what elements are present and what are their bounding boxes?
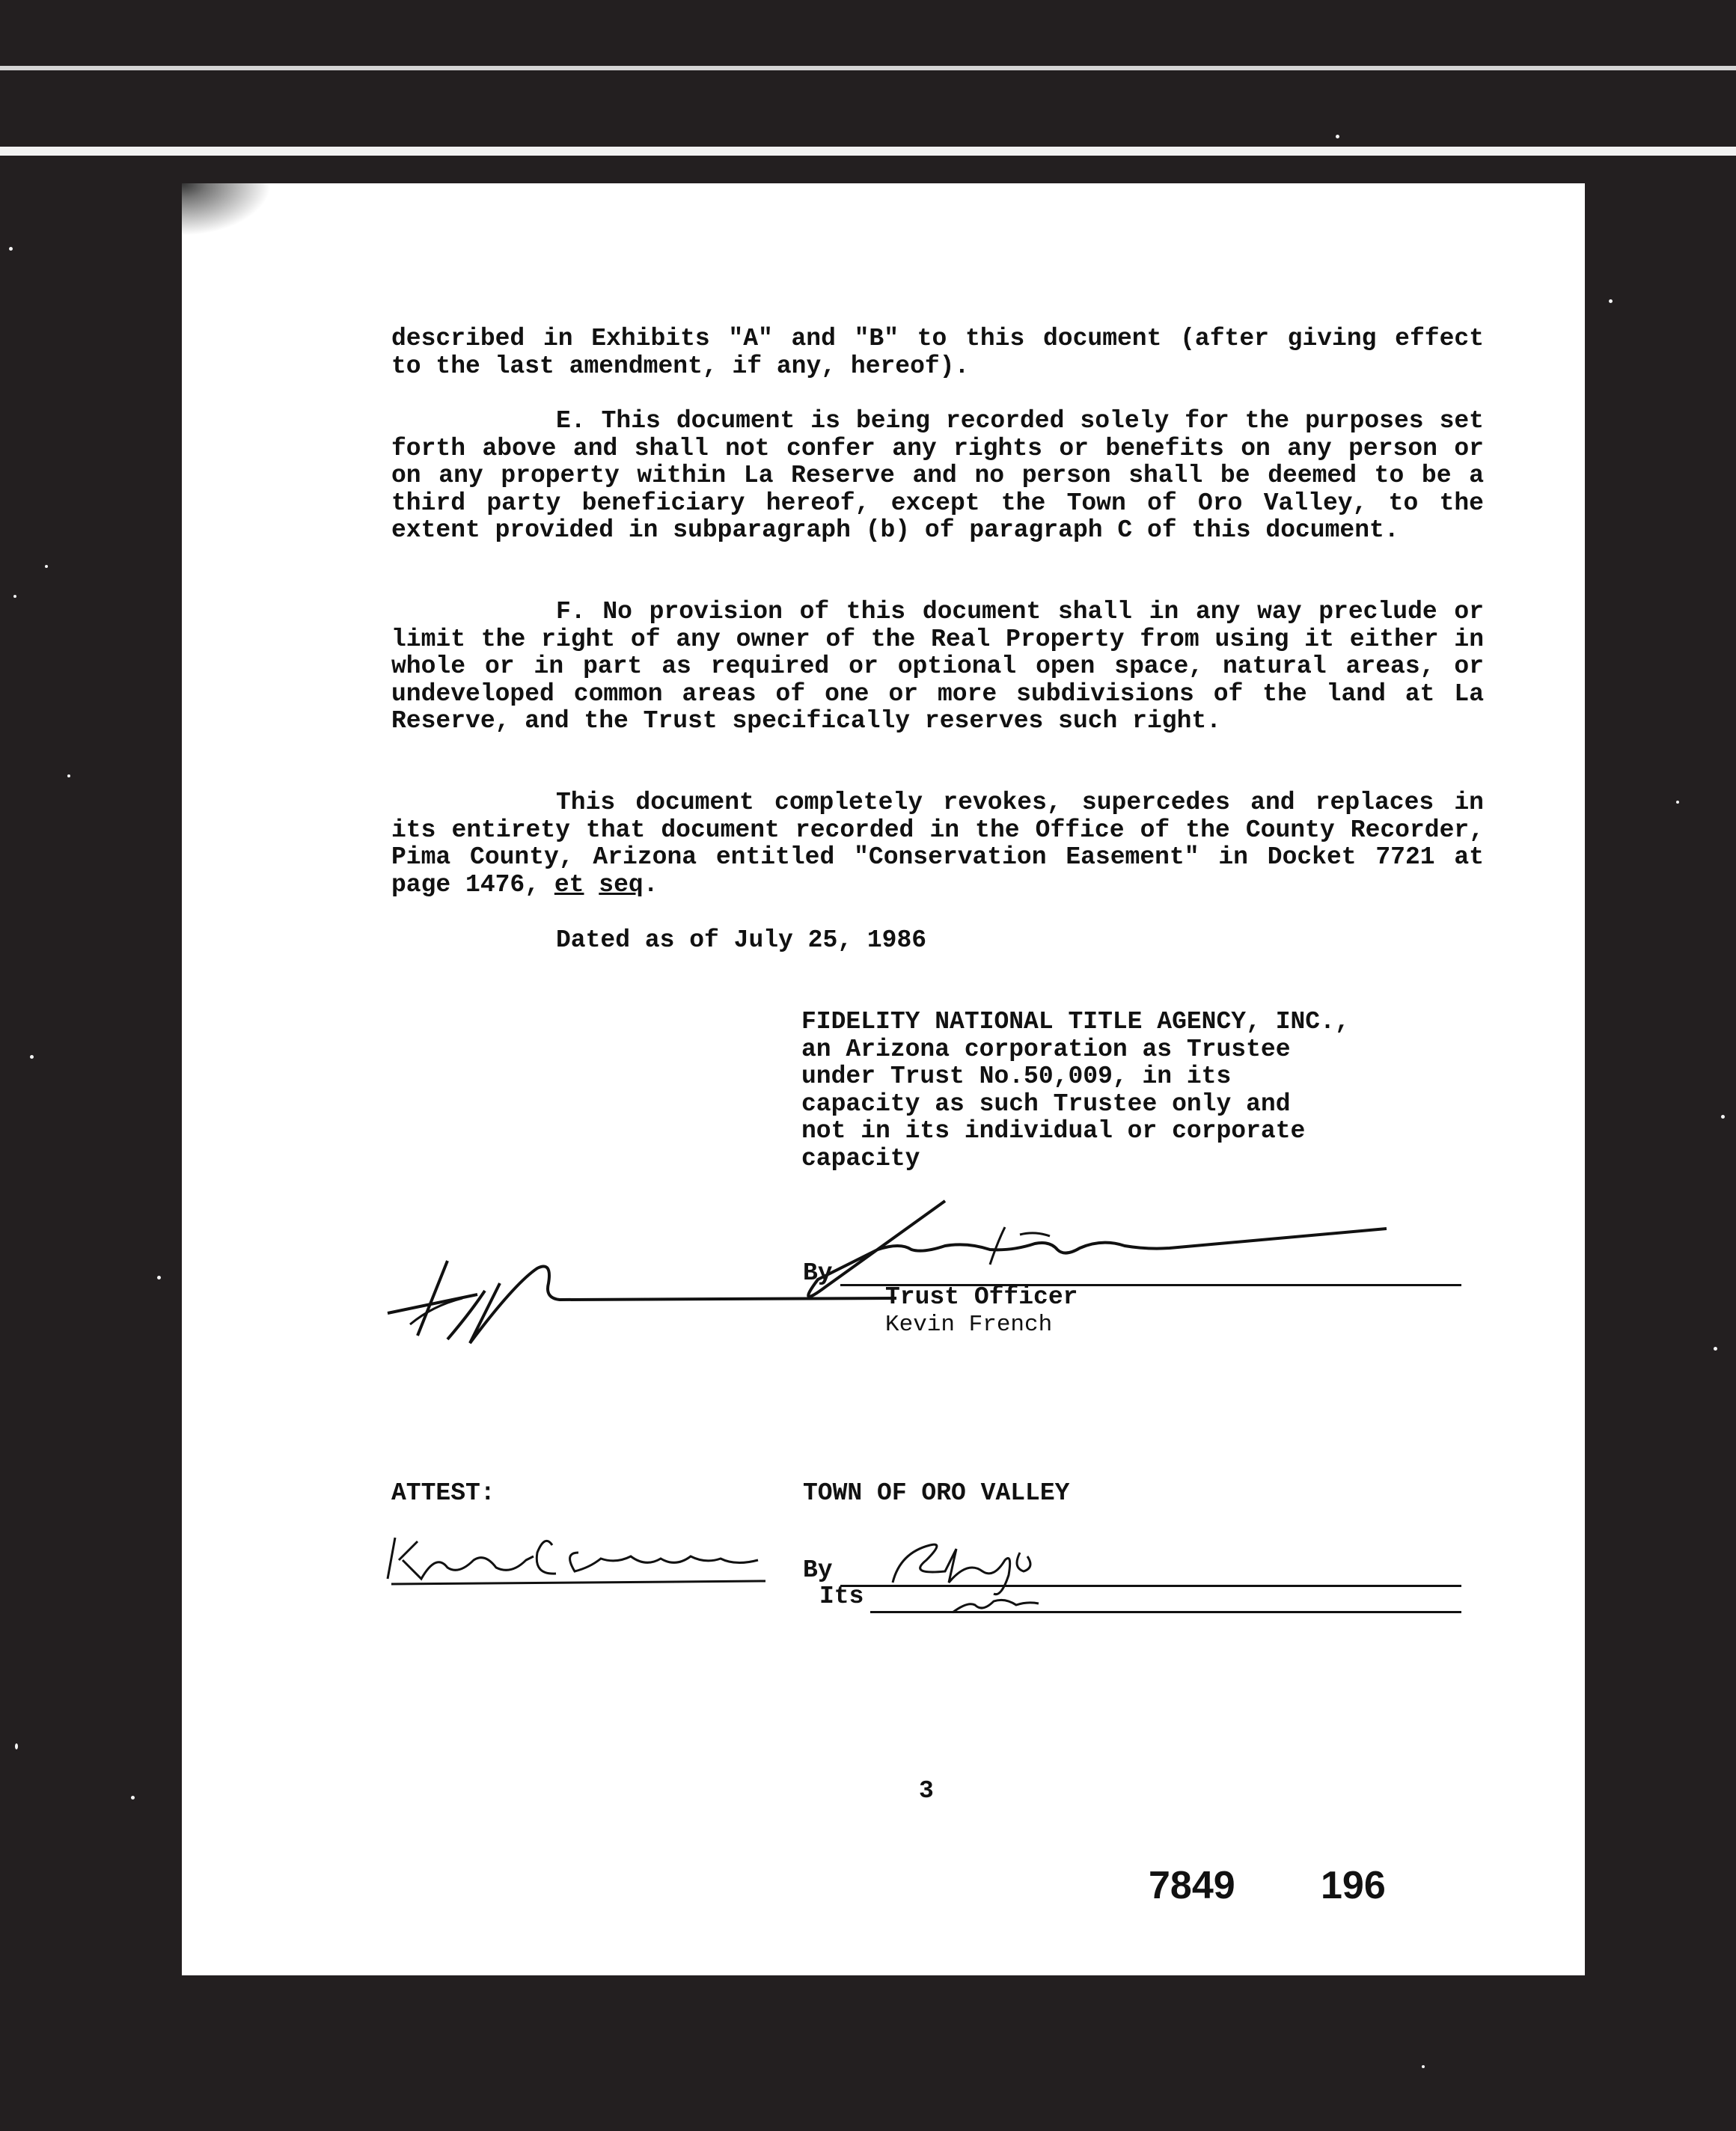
mayor-signature [855, 1530, 1095, 1620]
attest-label: ATTEST: [391, 1479, 495, 1507]
scan-speck [1676, 801, 1679, 804]
trustee-line: capacity as such Trustee only and [801, 1089, 1291, 1118]
paragraph-revocation [391, 789, 1484, 899]
revocation-seq: seq [599, 870, 644, 899]
scan-speck [1721, 1115, 1725, 1119]
page-number: 3 [919, 1777, 934, 1805]
attest-signature [384, 1523, 773, 1590]
revocation-et: et [554, 870, 584, 899]
scan-speck [67, 774, 70, 777]
trustee-line: an Arizona corporation as Trustee [801, 1035, 1291, 1063]
document-page [182, 183, 1585, 1975]
scan-speck [30, 1055, 34, 1059]
paragraph-f: F. No provision of this document shall in any way preclude or limit the right of any owner of the Real Property from using it either in whole or in part as required or optional open space, natural areas, or undeveloped common areas of one or more subdivisions of the land at La Reserve, and the Trust specifically reserves such right. [391, 598, 1484, 735]
paragraph-intro: described in Exhibits "A" and "B" to this document (after giving effect to the last amendment, if any, hereof). [391, 325, 1484, 380]
scan-border-line [0, 66, 1736, 70]
docket-page: 196 [1321, 1864, 1386, 1907]
by-label-town: By [803, 1556, 833, 1584]
scan-corner-shadow [182, 183, 272, 236]
scan-speck [1422, 2065, 1425, 2068]
scan-speck [157, 1276, 161, 1279]
scan-speck [1609, 299, 1613, 303]
trustee-block [801, 1009, 1445, 1172]
by-label: By [803, 1259, 833, 1287]
scan-speck [1714, 1347, 1717, 1351]
trustee-line: capacity [801, 1144, 920, 1172]
scan-speck [13, 595, 16, 598]
trust-officer-name: Kevin French [885, 1312, 1053, 1338]
town-label: TOWN OF ORO VALLEY [803, 1479, 1070, 1507]
its-label: Its [819, 1583, 864, 1610]
revocation-end: . [643, 870, 658, 899]
trustee-line: not in its individual or corporate [801, 1117, 1306, 1145]
scan-border-line [0, 147, 1736, 156]
scan-speck [9, 247, 13, 251]
dated-line: Dated as of July 25, 1986 [556, 926, 927, 954]
scan-speck [45, 565, 48, 568]
scan-speck [131, 1796, 135, 1800]
revocation-text: This document completely revokes, supercedes and replaces in its entirety that document recorded in the Office of the County Recorder, Pima County, Arizona entitled "Conservation Easement" in Docket 7721 at page 1476, [391, 789, 1484, 899]
trust-officer-title: Trust Officer [885, 1283, 1078, 1311]
scan-speck [1336, 135, 1339, 138]
trustee-line: FIDELITY NATIONAL TITLE AGENCY, INC., [801, 1008, 1350, 1036]
trustee-line: under Trust No.50,009, in its [801, 1063, 1232, 1090]
scan-speck [15, 1743, 18, 1749]
witness-signature [388, 1253, 911, 1343]
paragraph-e: E. This document is being recorded solely for the purposes set forth above and shall not confer any rights or benefits on any person or on any property within La Reserve and no person shall be deemed to be a third party beneficiary hereof, except the Town of Oro Valley, to the extent provided in subparagraph (b) of paragraph C of this document. [391, 407, 1484, 544]
docket-number: 7849 [1149, 1864, 1235, 1907]
